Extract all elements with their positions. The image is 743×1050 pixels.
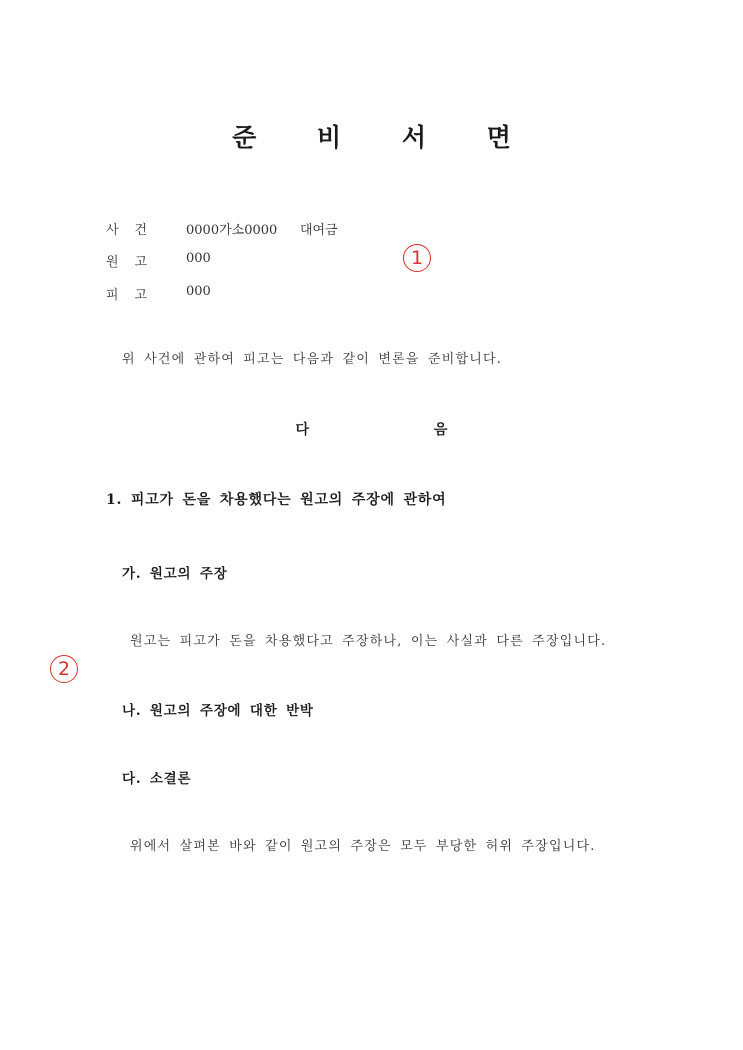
defendant-label: 피고	[106, 288, 164, 303]
plaintiff-value: 000	[186, 251, 211, 266]
section1-a-heading: 가. 원고의 주장	[122, 566, 228, 582]
plaintiff-label: 원고	[106, 255, 164, 270]
section1-c-heading: 다. 소결론	[122, 771, 192, 787]
section1-a-body: 원고는 피고가 돈을 차용했다고 주장하나, 이는 사실과 다른 주장입니다.	[130, 634, 607, 649]
next-heading: 다 음	[295, 422, 508, 438]
case-label: 사건	[106, 223, 164, 238]
intro-text: 위 사건에 관하여 피고는 다음과 같이 변론을 준비합니다.	[122, 352, 503, 367]
section1-heading: 1. 피고가 돈을 차용했다는 원고의 주장에 관하여	[106, 492, 447, 508]
annotation-marker-2: 2	[50, 655, 78, 683]
section1-c-body: 위에서 살펴본 바와 같이 원고의 주장은 모두 부당한 허위 주장입니다.	[130, 839, 596, 854]
section1-b-heading: 나. 원고의 주장에 대한 반박	[122, 703, 314, 719]
case-name: 대여금	[300, 223, 338, 238]
defendant-value: 000	[186, 284, 211, 299]
annotation-marker-1: 1	[403, 244, 431, 272]
document-title: 준 비 서 면	[232, 123, 537, 152]
case-number: 0000가소0000	[186, 223, 278, 238]
